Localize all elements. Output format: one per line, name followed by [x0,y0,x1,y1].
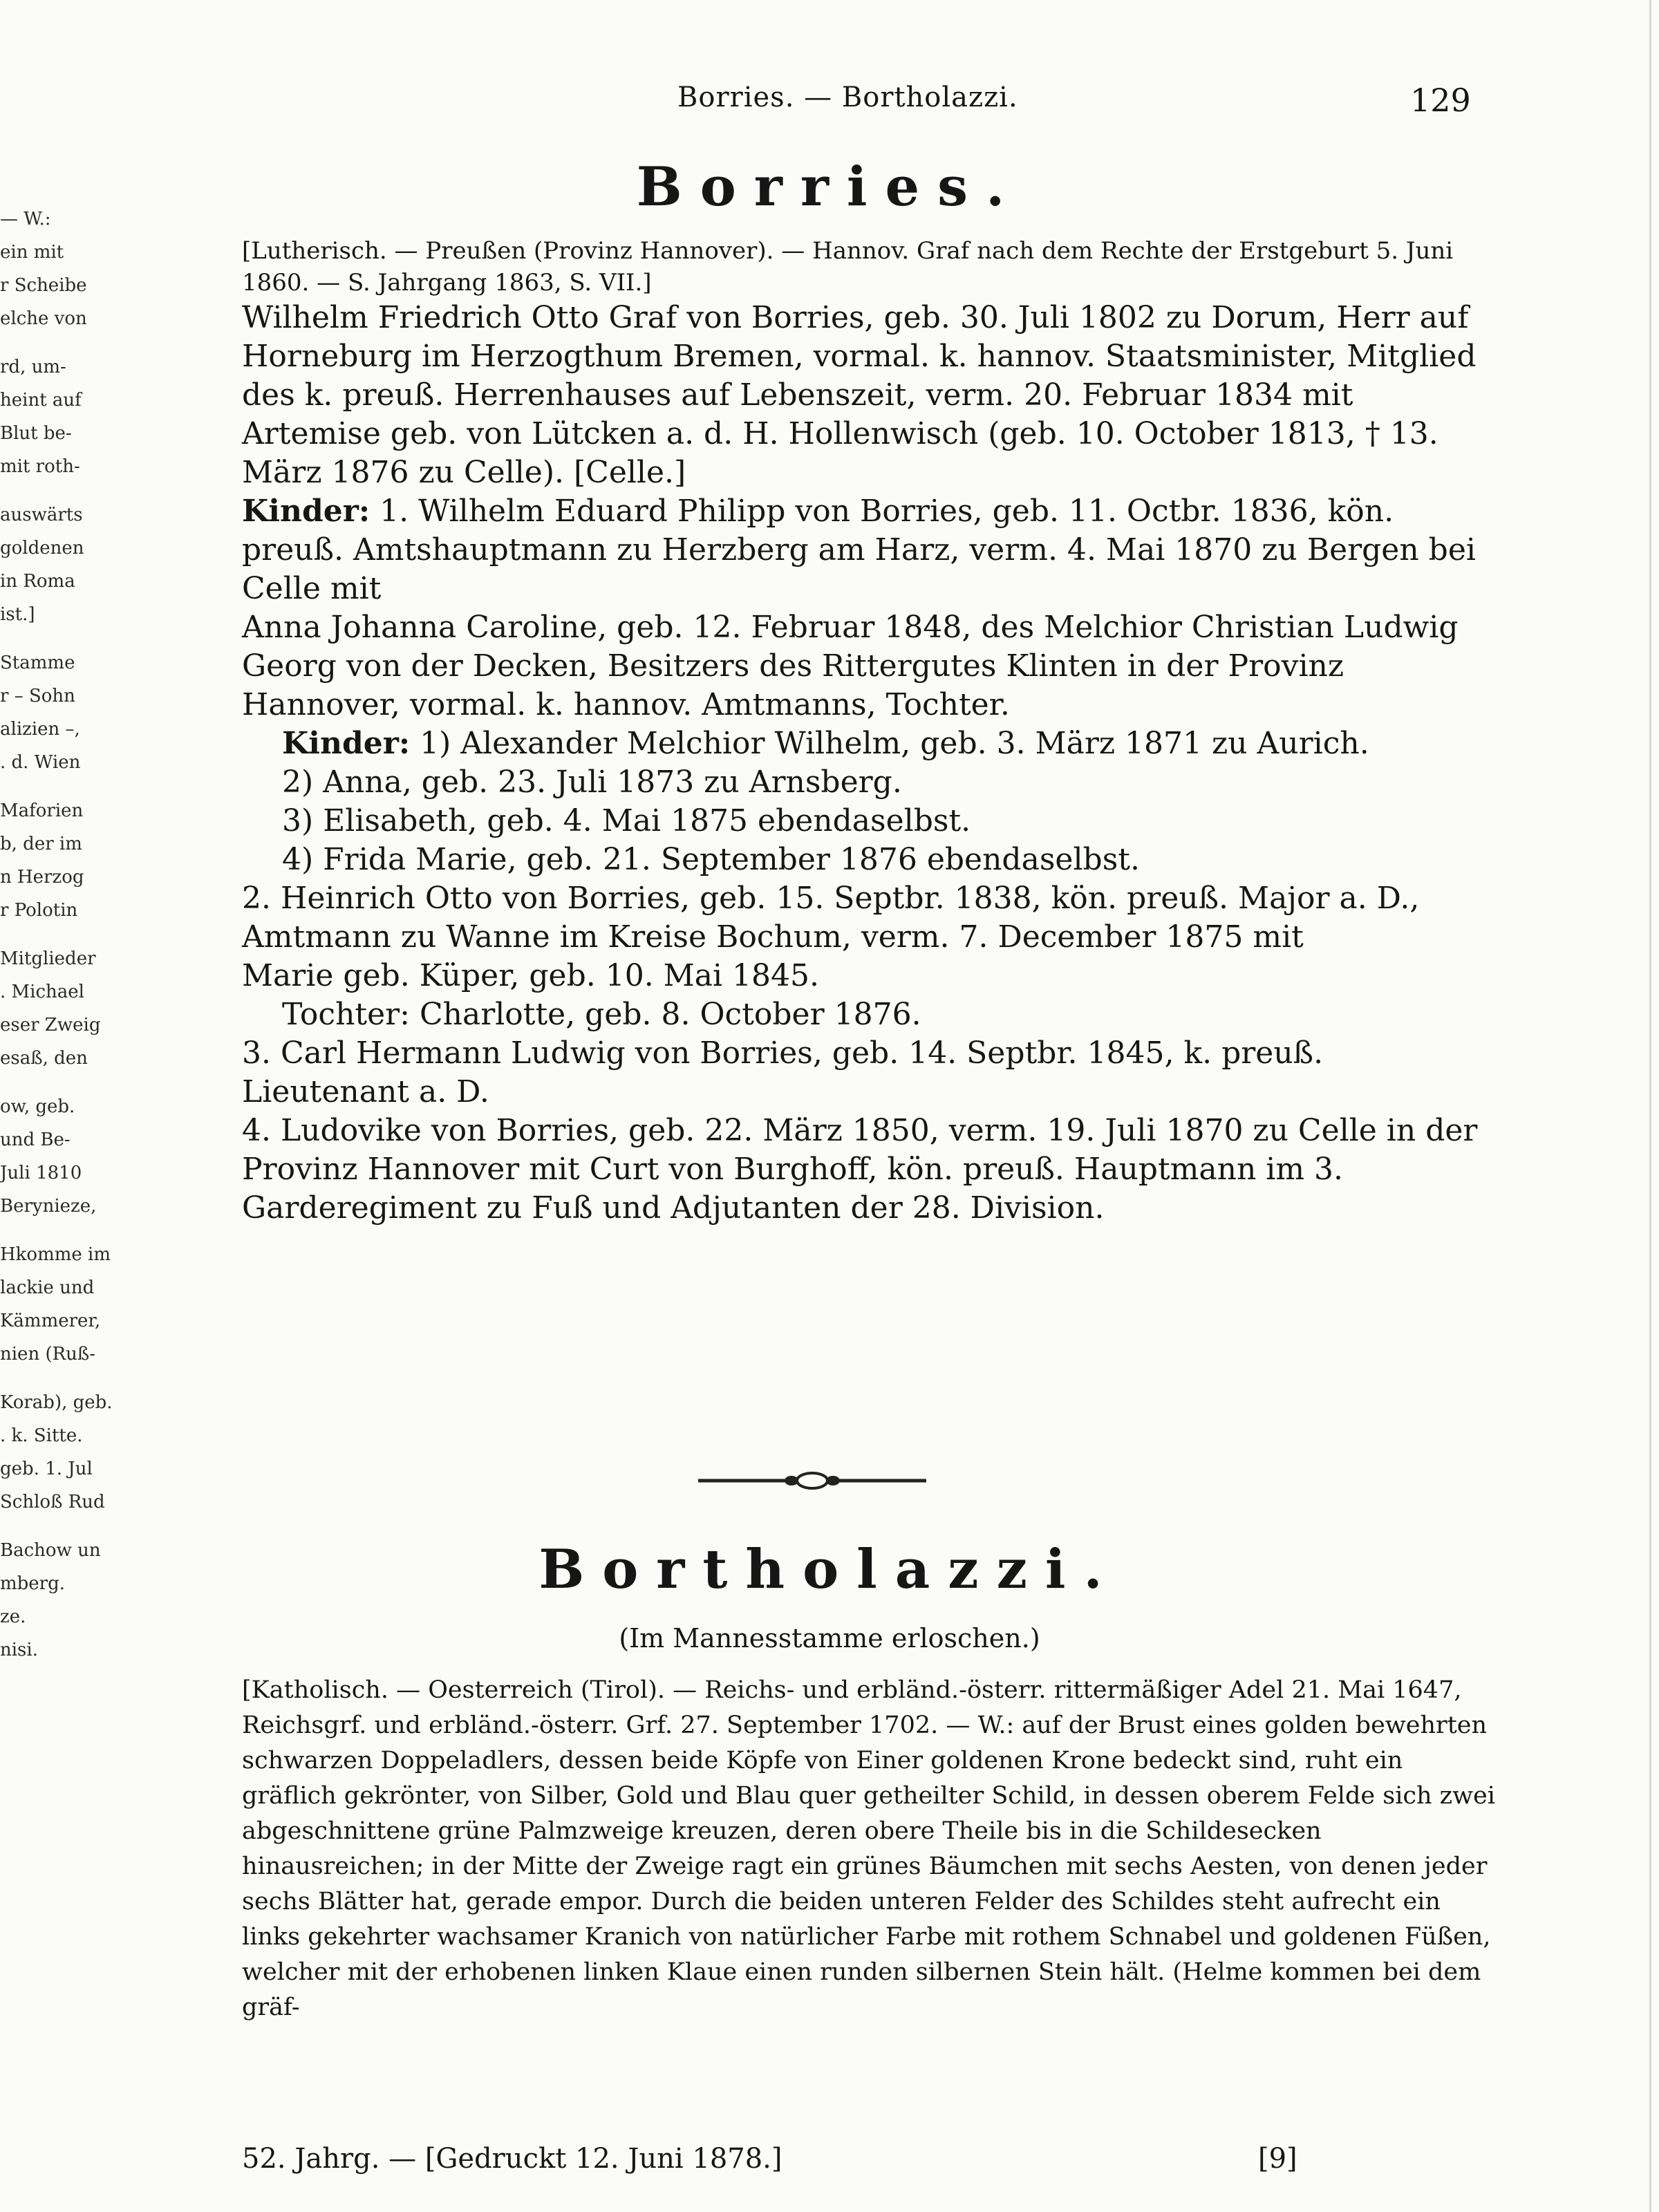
margin-fragment-line: und Be- [0,1130,71,1150]
margin-fragment-line: esaß, den [0,1048,88,1069]
margin-fragment-line: Korab), geb. [0,1392,113,1413]
margin-fragment-line: r – Sohn [0,686,75,706]
child-4: 4. Ludovike von Borries, geb. 22. März 1850, verm. 19. Juli 1870 zu Celle in der Provinz Hannover mit Curt von Burghoff, kön. preuß. Hauptmann im 3. Garderegiment zu Fuß und Adjutanten der 28. Division. [242,1113,1478,1226]
margin-fragment-line: elche von [0,308,87,329]
margin-fragment-line: ow, geb. [0,1096,75,1117]
footer-print-note: 52. Jahrg. — [Gedruckt 12. Juni 1878.] [242,2143,782,2175]
margin-fragment-line: Juli 1810 [0,1163,82,1183]
section-title-borries: Borries. [636,156,1023,218]
margin-fragment-line: Hkomme im [0,1244,111,1265]
margin-fragment-line: eser Zweig [0,1015,101,1035]
page-number: 129 [1410,82,1471,119]
margin-fragment-line: r Scheibe [0,275,87,296]
margin-fragment-line: mit roth- [0,456,80,477]
margin-fragment-line: ze. [0,1606,26,1627]
margin-fragment-line: nisi. [0,1640,38,1660]
margin-fragment-line: mberg. [0,1573,66,1594]
grandchild-2: 2) Anna, geb. 23. Juli 1873 zu Arnsberg. [282,765,902,800]
margin-fragment-line: n Herzog [0,867,84,888]
margin-fragment-line: Maforien [0,800,84,821]
borries-entry [242,235,1500,1228]
grandchild-3: 3) Elisabeth, geb. 4. Mai 1875 ebendaselbst. [282,803,971,838]
margin-fragment-line: Kämmerer, [0,1311,101,1331]
margin-fragment-line: r Polotin [0,900,78,921]
margin-fragment-line: b, der im [0,834,82,854]
running-head: Borries. — Bortholazzi. [677,82,1018,113]
ornamental-divider [698,1467,926,1494]
margin-fragment-line: heint auf [0,390,82,411]
margin-fragment-line: geb. 1. Jul [0,1459,93,1479]
margin-fragment-line: ist.] [0,604,35,625]
margin-fragment-line: . k. Sitte. [0,1425,83,1446]
bortholazzi-text: [Katholisch. — Oesterreich (Tirol). — Reichs- und erbländ.-österr. rittermäßiger Adel 21. Mai 1647, Reichsgrf. und erbländ.-österr. Grf. 27. September 1702. — W.: auf der Brust eines golden bewehrten schwarzen Doppeladlers, dessen beide Köpfe von Einer goldenen Krone bedeckt sind, ruht ein gräflich gekrönter, von Silber, Gold und Blau quer getheilter Schild, in dessen oberem Felde sich zwei abgeschnittene grüne Palmzweige kreuzen, deren obere Theile bis in die Schildesecken hinausreichen; in der Mitte der Zweige ragt ein grünes Bäumchen mit sechs Aesten, von denen jeder sechs Blätter hat, gerade empor. Durch die beiden unteren Felder des Schildes steht aufrecht ein links gekehrter wachsamer Kranich von natürlicher Farbe mit rothem Schnabel und goldenen Füßen, welcher mit der erhobenen linken Klaue einen runden silbernen Stein hält. (Helme kommen bei dem gräf- [242,1676,1495,2021]
margin-fragment-line: alizien –, [0,719,80,740]
borries-head-of-family: Wilhelm Friedrich Otto Graf von Borries, geb. 30. Juli 1802 zu Dorum, Herr auf Horneburg im Herzogthum Bremen, vormal. k. hannov. Staatsminister, Mitglied des k. preuß. Herrenhauses auf Lebenszeit, verm. 20. Februar 1834 mit Artemise geb. von Lütcken a. d. H. Hollenwisch (geb. 10. October 1813, † 13. März 1876 zu Celle). [Celle.] [242,300,1477,490]
page-header [0,82,1659,123]
margin-fragment-line: in Roma [0,571,75,592]
margin-fragment-line: — W.: [0,209,51,229]
adjacent-page-fragment [0,207,113,2143]
page-edge-line [1649,0,1651,2212]
margin-fragment-line: nien (Ruß- [0,1344,96,1365]
margin-fragment-line: lackie und [0,1277,95,1298]
margin-fragment-line: auswärts [0,505,83,525]
section-title-bortholazzi: Bortholazzi. [538,1538,1121,1601]
grandchildren-label: Kinder: [282,726,411,761]
margin-fragment-line: Stamme [0,653,75,673]
margin-fragment-line: Berynieze, [0,1196,97,1217]
margin-fragment-line: rd, um- [0,357,66,377]
bortholazzi-entry [242,1673,1500,2025]
margin-fragment-line: ein mit [0,242,64,263]
margin-fragment-line: goldenen [0,538,84,559]
margin-fragment-line: . Michael [0,982,84,1002]
signature-mark: [9] [1258,2143,1297,2175]
page-footer [242,2143,1486,2184]
bortholazzi-subtitle: (Im Mannesstamme erloschen.) [619,1623,1040,1653]
margin-fragment-line: Schloß Rud [0,1492,105,1512]
daughter-entry: Tochter: Charlotte, geb. 8. October 1876. [282,997,921,1032]
margin-fragment-line: Mitglieder [0,948,96,969]
kinder-label: Kinder: [242,494,371,529]
margin-fragment-line: Bachow un [0,1540,101,1561]
child-3: 3. Carl Hermann Ludwig von Borries, geb. 14. Septbr. 1845, k. preuß. Lieutenant a. D. [242,1035,1324,1109]
margin-fragment-line: . d. Wien [0,752,81,773]
grandchild-1: 1) Alexander Melchior Wilhelm, geb. 3. März 1871 zu Aurich. [420,726,1369,761]
margin-fragment-line: Blut be- [0,423,72,444]
spouse-1: Anna Johanna Caroline, geb. 12. Februar 1848, des Melchior Christian Ludwig Georg von der Decken, Besitzers des Rittergutes Klinten in der Provinz Hannover, vormal. k. hannov. Amtmanns, Tochter. [242,610,1459,722]
grandchild-4: 4) Frida Marie, geb. 21. September 1876 ebendaselbst. [282,842,1140,877]
spouse-2: Marie geb. Küper, geb. 10. Mai 1845. [242,958,819,993]
child-2: 2. Heinrich Otto von Borries, geb. 15. Septbr. 1838, kön. preuß. Major a. D., Amtmann zu Wanne im Kreise Bochum, verm. 7. December 1875 mit [242,881,1420,955]
child-1: 1. Wilhelm Eduard Philipp von Borries, geb. 11. Octbr. 1836, kön. preuß. Amtshauptmann zu Herzberg am Harz, verm. 4. Mai 1870 zu Bergen bei Celle mit [242,494,1476,606]
borries-intro: [Lutherisch. — Preußen (Provinz Hannover). — Hannov. Graf nach dem Rechte der Erstgeburt 5. Juni 1860. — S. Jahrgang 1863, S. VII.] [242,237,1454,297]
